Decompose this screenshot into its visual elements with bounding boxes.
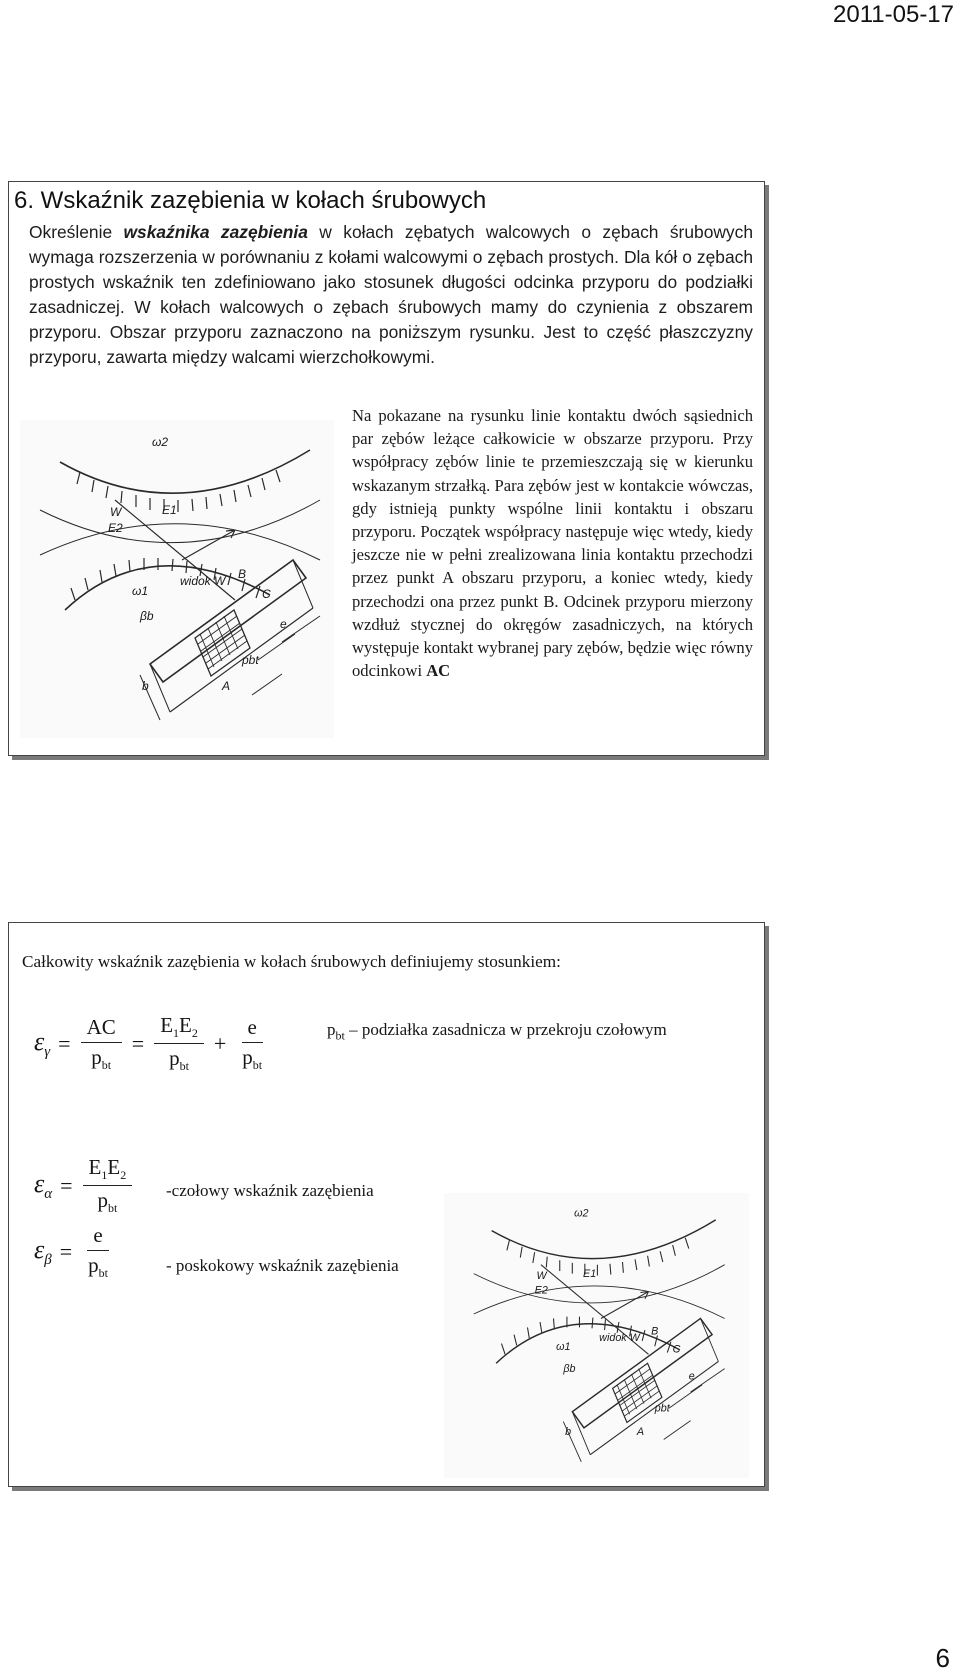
contact-area-figure xyxy=(20,420,334,738)
label-W: W xyxy=(110,505,122,519)
label-A: A xyxy=(222,679,231,693)
definition-text: Całkowity wskaźnik zazębienia w kołach śrubowych definiujemy stosunkiem: xyxy=(22,952,561,971)
slide-contact-ratio xyxy=(8,181,765,756)
svg-text:e: e xyxy=(688,1370,695,1383)
alpha-equation: $\varepsilon_\alpha$ = $\frac{E_1E_2}{p_{bt}}$ xyxy=(34,1155,134,1216)
page-number: 6 xyxy=(935,1643,950,1673)
beta-equation: $\varepsilon_\beta$ = $\frac{e}{p_{bt}}$ xyxy=(34,1223,108,1281)
svg-text:A: A xyxy=(636,1425,645,1438)
label-b: b xyxy=(142,679,149,693)
note-beta: - poskokowy wskaźnik zazębienia xyxy=(166,1256,399,1275)
side-paragraph xyxy=(352,404,753,682)
gear-mesh-diagram-2 xyxy=(444,1193,749,1478)
svg-text:b: b xyxy=(565,1425,572,1438)
svg-text:E2: E2 xyxy=(534,1284,548,1297)
svg-text:C: C xyxy=(672,1343,681,1356)
svg-text:ω2: ω2 xyxy=(574,1207,589,1220)
pbt-definition: $p_{bt}$ – podziałka zasadnicza w przekroju czołowym xyxy=(327,1020,667,1043)
label-B: B xyxy=(238,567,247,581)
label-pbt: pbt xyxy=(242,653,259,667)
plus-sign: + xyxy=(213,1030,227,1056)
intro-emphasis: wskaźnika zazębienia xyxy=(123,222,308,242)
svg-text:E1: E1 xyxy=(583,1268,597,1281)
label-C: C xyxy=(262,587,271,601)
svg-text:W: W xyxy=(536,1270,547,1283)
label-omega2: ω2 xyxy=(152,435,169,449)
note-alpha: -czołowy wskaźnik zazębienia xyxy=(166,1181,374,1200)
header-date: 2011-05-17 xyxy=(833,1,954,28)
equals-sign: = xyxy=(131,1030,145,1056)
label-widok: widok W xyxy=(180,574,226,588)
svg-text:βb: βb xyxy=(563,1363,576,1376)
label-omega1: ω1 xyxy=(132,584,149,598)
intro-paragraph xyxy=(29,220,753,370)
label-beta-b: βb xyxy=(140,609,154,623)
intro-text-rest: w kołach zębatych walcowych o zębach śrubowych wymaga rozszerzenia w porównaniu z kołami walcowymi o zębach prostych. Dla kół o zębach prostych wskaźnik ten zdefiniowano jako stosunek długości odcinka przyporu do podziałki zasadniczej. W kołach walcowych o zębach śrubowych mamy do czynienia z obszarem przyporu. Obszar przyporu zaznaczono na poniższym rysunku. Jest to część płaszczyzny przyporu, zawarta między walcami wierzchołkowymi. xyxy=(29,222,753,367)
gear-mesh-diagram xyxy=(20,420,334,738)
fraction-e: $\frac{e}{p_{bt}}$ xyxy=(242,1014,263,1072)
side-text-bold: AC xyxy=(426,661,451,681)
slide-title: 6. Wskaźnik zazębienia w kołach śrubowych xyxy=(14,187,487,214)
equals-sign: = xyxy=(58,1030,71,1056)
contact-area-figure-repeat xyxy=(444,1193,749,1478)
svg-text:pbt: pbt xyxy=(654,1402,670,1415)
svg-text:B: B xyxy=(651,1325,659,1338)
side-text: Na pokazane na rysunku linie kontaktu dwóch sąsiednich par zębów leżące całkowicie w obszarze przyporu. Przy współpracy zębów linie te przemieszczają się w kierunku wskazanym strzałką. Para zębów jest w kontakcie wówczas, gdy istnieją punkty wspólne linii kontaktu i obszaru przyporu. Początek współpracy następuje więc wtedy, kiedy jeszcze nie w pełni zrealizowana linia kontaktu przechodzi przez punkt A obszaru przyporu, a koniec wtedy, kiedy przechodzi ona przez punkt B. Odcinek przyporu mierzony wzdłuż stycznej do okręgów zasadniczych, na których występuje kontakt wybranej pary zębów, będzie więc równy odcinkowi xyxy=(352,406,753,681)
label-E2: E2 xyxy=(108,521,123,535)
fraction-e1e2: $\frac{E_1E_2}{p_{bt}}$ xyxy=(154,1013,204,1074)
svg-text:ω1: ω1 xyxy=(556,1340,571,1353)
fraction-ac: $\frac{AC}{p_{bt}}$ xyxy=(81,1015,122,1073)
label-e: e xyxy=(280,617,287,631)
svg-text:widok W: widok W xyxy=(599,1331,640,1344)
label-E1: E1 xyxy=(162,503,177,517)
intro-text-start: Określenie xyxy=(29,222,124,242)
slide-total-ratio xyxy=(8,922,765,1487)
main-equation xyxy=(34,1013,270,1074)
epsilon-gamma: $\varepsilon_\gamma$ xyxy=(34,1026,51,1060)
epsilon-beta: $\varepsilon_\beta$ xyxy=(34,1235,52,1269)
epsilon-alpha: $\varepsilon_\alpha$ xyxy=(34,1168,53,1202)
